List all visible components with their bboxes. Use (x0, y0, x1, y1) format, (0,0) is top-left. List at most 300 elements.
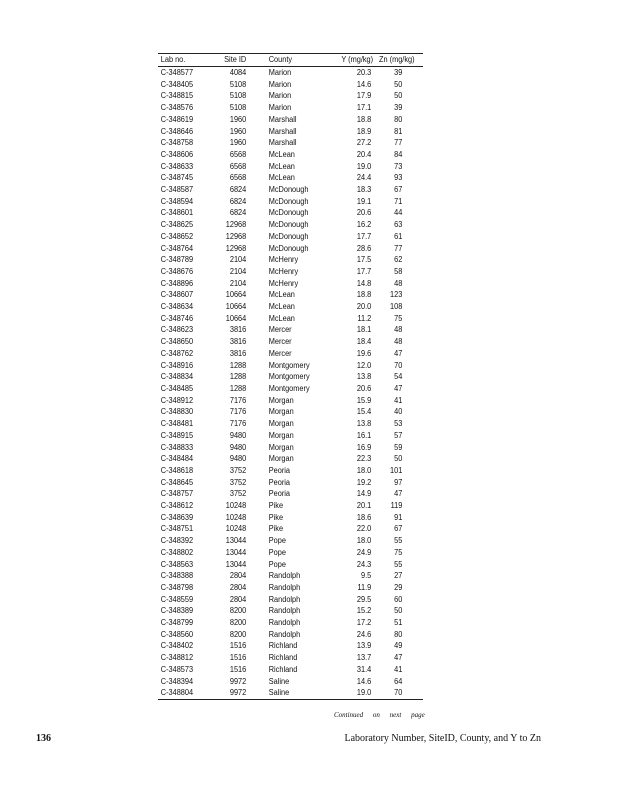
cell-lab-no: C-348751 (160, 524, 194, 534)
cell-zn: 47 (393, 383, 402, 393)
cell-county: McHenry (268, 278, 298, 288)
cell-county: Marion (268, 103, 291, 113)
cell-county: Peoria (268, 465, 290, 475)
cell-lab-no: C-348639 (160, 512, 194, 522)
table-row (158, 149, 423, 161)
table-row (158, 324, 423, 336)
cell-site-id: 8200 (230, 629, 247, 639)
cell-county: McHenry (268, 266, 298, 276)
cell-zn: 50 (393, 79, 402, 89)
cell-zn: 27 (393, 571, 402, 581)
data-table-container (158, 53, 423, 700)
cell-lab-no: C-348798 (160, 582, 194, 592)
cell-site-id: 7176 (230, 395, 247, 405)
header-site-id: Site ID (224, 55, 247, 64)
cell-county: McDonough (268, 208, 309, 218)
table-row (158, 418, 423, 430)
cell-county: McDonough (268, 231, 309, 241)
cell-lab-no: C-348804 (160, 688, 194, 698)
page-number: 136 (36, 733, 51, 744)
cell-county: Saline (268, 676, 289, 686)
cell-y: 14.8 (357, 278, 372, 288)
cell-zn: 53 (393, 419, 402, 429)
cell-site-id: 10248 (226, 512, 247, 522)
cell-county: Morgan (268, 395, 294, 405)
cell-site-id: 12968 (226, 220, 247, 230)
cell-site-id: 5108 (230, 103, 247, 113)
cell-site-id: 1516 (230, 653, 247, 663)
table-row (158, 594, 423, 606)
cell-county: Peoria (268, 489, 290, 499)
cell-lab-no: C-348576 (160, 103, 194, 113)
cell-zn: 64 (393, 676, 402, 686)
cell-county: Richland (268, 653, 298, 663)
cell-y: 17.7 (357, 266, 372, 276)
cell-zn: 60 (393, 594, 402, 604)
table-row (158, 348, 423, 360)
cell-site-id: 5108 (230, 79, 247, 89)
cell-zn: 123 (389, 290, 402, 300)
table-row (158, 500, 423, 512)
cell-zn: 50 (393, 454, 402, 464)
table-row (158, 219, 423, 231)
cell-site-id: 1288 (230, 372, 247, 382)
table-row (158, 687, 423, 699)
cell-zn: 70 (393, 360, 402, 370)
cell-county: McLean (268, 173, 295, 183)
cell-lab-no: C-348762 (160, 348, 194, 358)
cell-lab-no: C-348594 (160, 196, 194, 206)
table-row (158, 102, 423, 114)
cell-lab-no: C-348388 (160, 571, 194, 581)
cell-county: Pope (268, 547, 286, 557)
cell-county: Randolph (268, 571, 300, 581)
cell-lab-no: C-348645 (160, 477, 194, 487)
cell-site-id: 2804 (230, 594, 247, 604)
cell-y: 17.9 (357, 91, 372, 101)
cell-zn: 81 (393, 126, 402, 136)
cell-zn: 44 (393, 208, 402, 218)
table-row (158, 664, 423, 676)
cell-zn: 97 (393, 477, 402, 487)
cell-site-id: 6824 (230, 208, 247, 218)
cell-y: 31.4 (357, 664, 372, 674)
cell-y: 29.5 (357, 594, 372, 604)
cell-y: 18.1 (357, 325, 372, 335)
cell-y: 16.2 (357, 220, 372, 230)
cell-zn: 75 (393, 547, 402, 557)
cell-zn: 71 (393, 196, 402, 206)
cell-county: Randolph (268, 582, 300, 592)
cell-y: 13.8 (357, 419, 372, 429)
table-row (158, 676, 423, 688)
cell-lab-no: C-348758 (160, 138, 194, 148)
cell-county: Morgan (268, 454, 294, 464)
cell-lab-no: C-348405 (160, 79, 194, 89)
cell-lab-no: C-348601 (160, 208, 194, 218)
cell-lab-no: C-348402 (160, 641, 194, 651)
cell-site-id: 8200 (230, 606, 247, 616)
cell-county: Marion (268, 68, 291, 77)
cell-y: 13.9 (357, 641, 372, 651)
cell-lab-no: C-348757 (160, 489, 194, 499)
cell-county: Morgan (268, 442, 294, 452)
cell-site-id: 2104 (230, 255, 247, 265)
cell-y: 19.0 (357, 688, 372, 698)
cell-county: McLean (268, 313, 295, 323)
cell-lab-no: C-348634 (160, 302, 194, 312)
cell-county: Mercer (268, 325, 292, 335)
cell-lab-no: C-348830 (160, 407, 194, 417)
cell-county: Morgan (268, 419, 294, 429)
table-row (158, 383, 423, 395)
cell-zn: 41 (393, 664, 402, 674)
cell-lab-no: C-348389 (160, 606, 194, 616)
cell-lab-no: C-348559 (160, 594, 194, 604)
cell-lab-no: C-348623 (160, 325, 194, 335)
cell-county: Randolph (268, 606, 300, 616)
cell-lab-no: C-348484 (160, 454, 194, 464)
cell-site-id: 3816 (230, 348, 247, 358)
cell-lab-no: C-348563 (160, 559, 194, 569)
cell-site-id: 9480 (230, 454, 247, 464)
cell-lab-no: C-348625 (160, 220, 194, 230)
table-row (158, 360, 423, 372)
cell-lab-no: C-348646 (160, 126, 194, 136)
cell-county: Richland (268, 641, 298, 651)
table-row (158, 570, 423, 582)
cell-lab-no: C-348815 (160, 91, 194, 101)
cell-zn: 63 (393, 220, 402, 230)
cell-site-id: 2804 (230, 571, 247, 581)
cell-zn: 70 (393, 688, 402, 698)
table-row (158, 207, 423, 219)
cell-lab-no: C-348606 (160, 149, 194, 159)
cell-zn: 39 (393, 103, 402, 113)
cell-zn: 67 (393, 524, 402, 534)
cell-county: Pike (268, 501, 283, 511)
cell-lab-no: C-348802 (160, 547, 194, 557)
cell-county: Mercer (268, 348, 292, 358)
table-row (158, 395, 423, 407)
cell-zn: 40 (393, 407, 402, 417)
table-row (158, 289, 423, 301)
table-row (158, 406, 423, 418)
cell-lab-no: C-348799 (160, 618, 194, 628)
cell-zn: 67 (393, 185, 402, 195)
cell-zn: 77 (393, 243, 402, 253)
cell-site-id: 3752 (230, 489, 247, 499)
cell-y: 20.0 (357, 302, 372, 312)
cell-county: Marion (268, 91, 291, 101)
cell-site-id: 13044 (226, 536, 247, 546)
cell-zn: 93 (393, 173, 402, 183)
cell-y: 17.2 (357, 618, 372, 628)
cell-zn: 55 (393, 559, 402, 569)
cell-y: 22.3 (357, 454, 372, 464)
cell-lab-no: C-348896 (160, 278, 194, 288)
cell-y: 17.7 (357, 231, 372, 241)
cell-zn: 75 (393, 313, 402, 323)
cell-y: 20.1 (357, 501, 372, 511)
cell-zn: 41 (393, 395, 402, 405)
cell-county: Pike (268, 524, 283, 534)
cell-site-id: 9480 (230, 430, 247, 440)
cell-zn: 47 (393, 489, 402, 499)
cell-site-id: 1960 (230, 126, 247, 136)
table-row (158, 254, 423, 266)
cell-site-id: 10664 (226, 302, 247, 312)
cell-site-id: 6824 (230, 196, 247, 206)
table-row (158, 453, 423, 465)
cell-y: 20.3 (357, 68, 372, 77)
cell-y: 13.7 (357, 653, 372, 663)
cell-site-id: 1516 (230, 664, 247, 674)
running-title: Laboratory Number, SiteID, County, and Y to Zn (344, 733, 541, 744)
cell-y: 24.9 (357, 547, 372, 557)
cell-county: Pope (268, 559, 286, 569)
cell-y: 15.4 (357, 407, 372, 417)
cell-y: 18.3 (357, 185, 372, 195)
cell-lab-no: C-348833 (160, 442, 194, 452)
cell-y: 16.9 (357, 442, 372, 452)
cell-county: Peoria (268, 477, 290, 487)
cell-county: McLean (268, 161, 295, 171)
cell-y: 19.0 (357, 161, 372, 171)
cell-zn: 54 (393, 372, 402, 382)
cell-lab-no: C-348916 (160, 360, 194, 370)
cell-county: McHenry (268, 255, 298, 265)
cell-zn: 62 (393, 255, 402, 265)
cell-site-id: 6568 (230, 161, 247, 171)
cell-lab-no: C-348481 (160, 419, 194, 429)
table-row (158, 512, 423, 524)
cell-site-id: 6568 (230, 149, 247, 159)
cell-site-id: 2804 (230, 582, 247, 592)
cell-lab-no: C-348485 (160, 383, 194, 393)
cell-zn: 47 (393, 348, 402, 358)
table-row (158, 266, 423, 278)
cell-y: 19.2 (357, 477, 372, 487)
table-row (158, 535, 423, 547)
cell-county: McLean (268, 149, 295, 159)
table-row (158, 559, 423, 571)
cell-lab-no: C-348650 (160, 337, 194, 347)
cell-lab-no: C-348618 (160, 465, 194, 475)
cell-lab-no: C-348392 (160, 536, 194, 546)
cell-site-id: 12968 (226, 243, 247, 253)
cell-site-id: 4084 (230, 68, 247, 77)
table-row (158, 137, 423, 149)
table-header-row (158, 54, 423, 67)
cell-y: 14.6 (357, 79, 372, 89)
cell-zn: 48 (393, 325, 402, 335)
cell-site-id: 3816 (230, 325, 247, 335)
cell-county: Marion (268, 79, 291, 89)
cell-county: Montgomery (268, 360, 310, 370)
cell-y: 20.4 (357, 149, 372, 159)
cell-zn: 80 (393, 114, 402, 124)
cell-lab-no: C-348394 (160, 676, 194, 686)
cell-site-id: 1516 (230, 641, 247, 651)
cell-site-id: 10248 (226, 501, 247, 511)
cell-site-id: 3752 (230, 465, 247, 475)
cell-lab-no: C-348676 (160, 266, 194, 276)
cell-county: Pope (268, 536, 286, 546)
cell-county: Pike (268, 512, 283, 522)
cell-y: 24.3 (357, 559, 372, 569)
cell-lab-no: C-348789 (160, 255, 194, 265)
cell-y: 24.4 (357, 173, 372, 183)
table-row (158, 126, 423, 138)
cell-zn: 77 (393, 138, 402, 148)
cell-site-id: 1960 (230, 114, 247, 124)
cell-county: Richland (268, 664, 298, 674)
cell-zn: 29 (393, 582, 402, 592)
table-row (158, 582, 423, 594)
cell-y: 27.2 (357, 138, 372, 148)
cell-county: Randolph (268, 618, 300, 628)
cell-zn: 50 (393, 91, 402, 101)
cell-zn: 55 (393, 536, 402, 546)
table-row (158, 477, 423, 489)
cell-lab-no: C-348560 (160, 629, 194, 639)
table-row (158, 172, 423, 184)
cell-site-id: 9480 (230, 442, 247, 452)
header-y: Y (mg/kg) (341, 55, 374, 64)
table-row (158, 231, 423, 243)
cell-y: 18.0 (357, 536, 372, 546)
cell-site-id: 1960 (230, 138, 247, 148)
cell-y: 15.2 (357, 606, 372, 616)
cell-site-id: 9972 (230, 676, 247, 686)
cell-y: 18.4 (357, 337, 372, 347)
cell-y: 11.9 (357, 582, 372, 592)
cell-y: 24.6 (357, 629, 372, 639)
cell-lab-no: C-348834 (160, 372, 194, 382)
cell-zn: 48 (393, 337, 402, 347)
cell-site-id: 6824 (230, 185, 247, 195)
cell-lab-no: C-348619 (160, 114, 194, 124)
cell-site-id: 3816 (230, 337, 247, 347)
cell-site-id: 6568 (230, 173, 247, 183)
table-row (158, 430, 423, 442)
cell-county: McDonough (268, 243, 309, 253)
cell-county: Marshall (268, 114, 297, 124)
cell-county: Montgomery (268, 383, 310, 393)
table-row (158, 114, 423, 126)
table-row (158, 301, 423, 313)
table-row (158, 184, 423, 196)
cell-county: Randolph (268, 594, 300, 604)
cell-lab-no: C-348607 (160, 290, 194, 300)
cell-y: 18.6 (357, 512, 372, 522)
table-row (158, 640, 423, 652)
cell-lab-no: C-348577 (160, 68, 194, 77)
cell-lab-no: C-348746 (160, 313, 194, 323)
cell-y: 9.5 (361, 571, 372, 581)
cell-y: 17.1 (357, 103, 372, 113)
cell-y: 12.0 (357, 360, 372, 370)
cell-site-id: 10664 (226, 290, 247, 300)
cell-lab-no: C-348915 (160, 430, 194, 440)
cell-county: McLean (268, 302, 295, 312)
cell-zn: 59 (393, 442, 402, 452)
table-row (158, 313, 423, 325)
cell-y: 19.6 (357, 348, 372, 358)
cell-county: McLean (268, 290, 295, 300)
cell-county: Morgan (268, 407, 294, 417)
cell-zn: 101 (389, 465, 402, 475)
cell-site-id: 12968 (226, 231, 247, 241)
cell-zn: 84 (393, 149, 402, 159)
table-row (158, 278, 423, 290)
cell-site-id: 13044 (226, 547, 247, 557)
table-row (158, 629, 423, 641)
cell-site-id: 7176 (230, 419, 247, 429)
cell-y: 14.9 (357, 489, 372, 499)
cell-zn: 73 (393, 161, 402, 171)
cell-y: 16.1 (357, 430, 372, 440)
cell-site-id: 5108 (230, 91, 247, 101)
cell-lab-no: C-348912 (160, 395, 194, 405)
cell-site-id: 13044 (226, 559, 247, 569)
cell-lab-no: C-348612 (160, 501, 194, 511)
table-row (158, 547, 423, 559)
cell-y: 18.8 (357, 290, 372, 300)
cell-lab-no: C-348573 (160, 664, 194, 674)
cell-site-id: 10248 (226, 524, 247, 534)
header-county: County (268, 55, 292, 64)
table-row (158, 196, 423, 208)
table-row (158, 243, 423, 255)
cell-y: 14.6 (357, 676, 372, 686)
table-row (158, 652, 423, 664)
cell-lab-no: C-348633 (160, 161, 194, 171)
table-row (158, 336, 423, 348)
cell-zn: 108 (389, 302, 402, 312)
cell-y: 18.9 (357, 126, 372, 136)
cell-zn: 39 (393, 68, 402, 77)
cell-y: 13.8 (357, 372, 372, 382)
cell-lab-no: C-348745 (160, 173, 194, 183)
table-row (158, 523, 423, 535)
table-row (158, 605, 423, 617)
table-row (158, 161, 423, 173)
cell-site-id: 1288 (230, 360, 247, 370)
cell-county: McDonough (268, 220, 309, 230)
cell-site-id: 9972 (230, 688, 247, 698)
cell-site-id: 2104 (230, 278, 247, 288)
cell-zn: 80 (393, 629, 402, 639)
cell-y: 28.6 (357, 243, 372, 253)
header-lab-no: Lab no. (160, 55, 186, 64)
cell-site-id: 10664 (226, 313, 247, 323)
table-row (158, 617, 423, 629)
table-row (158, 488, 423, 500)
cell-county: Morgan (268, 430, 294, 440)
cell-lab-no: C-348812 (160, 653, 194, 663)
cell-site-id: 2104 (230, 266, 247, 276)
cell-zn: 58 (393, 266, 402, 276)
cell-y: 20.6 (357, 208, 372, 218)
table-row (158, 371, 423, 383)
cell-county: Marshall (268, 126, 297, 136)
cell-zn: 61 (393, 231, 402, 241)
cell-lab-no: C-348764 (160, 243, 194, 253)
cell-y: 19.1 (357, 196, 372, 206)
cell-y: 20.6 (357, 383, 372, 393)
